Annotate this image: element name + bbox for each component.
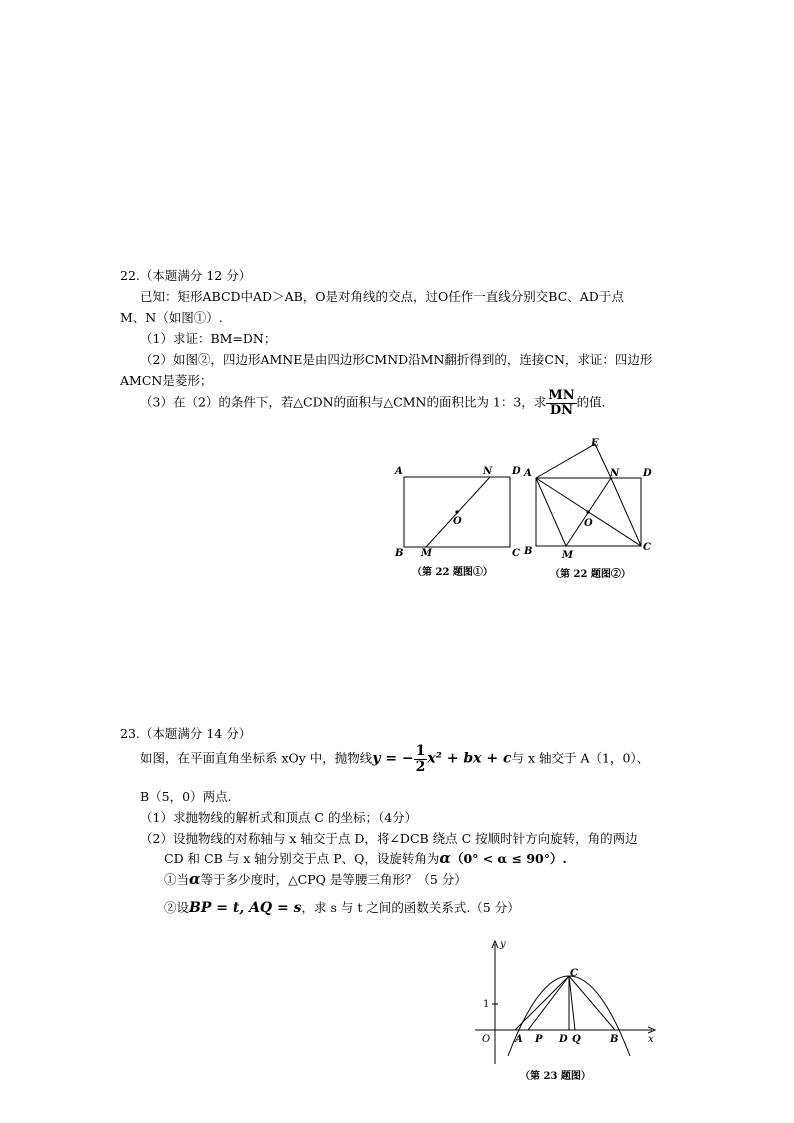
line-cb (569, 976, 615, 1030)
q23-line1-pre: 如图，在平面直角坐标系 xOy 中，抛物线 (140, 750, 373, 766)
line-ca (515, 976, 569, 1030)
q23-part2b (164, 849, 567, 867)
q23-part2a: （2）设抛物线的对称轴与 x 轴交于点 D，将∠DCB 绕点 C 按顺时针方向旋转，角的两边 (140, 831, 638, 846)
q22-line2: M、N（如图①）. (120, 310, 223, 325)
fraction-denominator: DN (549, 402, 574, 418)
q23-header: 23.（本题满分 14 分） (120, 726, 252, 741)
q23-sub1 (164, 870, 467, 888)
label-d: D (643, 468, 652, 479)
label-o: O (584, 518, 593, 529)
y-axis-label: y (500, 939, 506, 950)
x-axis-label: x (648, 1034, 654, 1045)
q23-sub1-post: 等于多少度时，△CPQ 是等腰三角形？（5 分） (200, 872, 467, 887)
line-cp (528, 976, 569, 1030)
label-p: P (535, 1034, 543, 1045)
q23-sub2-post: ，求 s 与 t 之间的函数关系式.（5 分） (301, 900, 520, 915)
q22-header: 22.（本题满分 12 分） (120, 268, 252, 283)
q22-part1: （1）求证：BM=DN； (140, 331, 277, 346)
q22-part3 (140, 389, 606, 417)
line-cq (569, 976, 575, 1030)
q23-figure (470, 936, 670, 1086)
parabola-eq-fraction (414, 744, 428, 774)
label-c: C (512, 548, 520, 559)
q22-figure-2 (520, 436, 660, 586)
q22-part3-post: 的值. (576, 394, 606, 410)
parabola-eq-right: x² + bx + c (427, 750, 512, 767)
label-n: N (483, 466, 493, 477)
q23-line2: B（5，0）两点. (140, 789, 232, 804)
figure-caption: （第 22 题图①） (412, 567, 493, 578)
q23-part1: （1）求抛物线的解析式和顶点 C 的坐标；（4分） (140, 810, 418, 825)
label-c: C (570, 968, 578, 979)
q22-part2a: （2）如图②，四边形AMNE是由四边形CMND沿MN翻折得到的，连接CN，求证：四边形 (140, 352, 653, 367)
label-c: C (643, 542, 651, 553)
q22-figure-1 (390, 458, 525, 583)
label-n: N (610, 468, 620, 479)
q22-part3-pre: （3）在（2）的条件下，若△CDN的面积与△CMN的面积比为 1：3，求 (140, 394, 547, 410)
q23-sub2-pre: ②设 (164, 900, 190, 915)
label-m: M (562, 550, 574, 561)
label-m: M (421, 548, 433, 559)
folded-edges-ae-en (536, 444, 611, 478)
label-b: B (524, 546, 533, 557)
q22-line1: 已知：矩形ABCD中AD＞AB，O是对角线的交点，过O任作一直线分别交BC、AD于点 (140, 289, 624, 304)
origin-label: O (482, 1034, 491, 1045)
label-a: A (395, 466, 403, 477)
sub2-math: BP = t, AQ = s (189, 900, 302, 916)
alpha-symbol: α (189, 870, 201, 888)
fraction-numerator: MN (548, 388, 575, 403)
fraction-denominator: 2 (415, 758, 426, 775)
tick-one-label: 1 (483, 999, 490, 1010)
alpha-range: （0° < α ≤ 90°）. (450, 851, 567, 866)
q23-line1-post: 与 x 轴交于 A（1，0）、 (511, 750, 650, 766)
q23-part2b-pre: CD 和 CB 与 x 轴分别交于点 P、Q，设旋转角为 (164, 851, 440, 866)
point-o (455, 510, 458, 513)
label-o: O (453, 516, 462, 527)
figure-caption: （第 22 题图②） (550, 569, 631, 580)
q23-sub1-pre: ①当 (164, 872, 190, 887)
q23-sub2 (164, 898, 520, 916)
label-e: E (591, 438, 599, 449)
label-b: B (395, 548, 404, 559)
fraction-numerator: 1 (415, 743, 426, 759)
q22-part3-fraction (546, 389, 576, 417)
alpha-symbol: α (439, 849, 451, 867)
label-q: Q (572, 1034, 581, 1045)
parabola-eq-left: y = − (372, 750, 414, 767)
label-d: D (559, 1034, 568, 1045)
label-a: A (515, 1034, 523, 1045)
figure-caption: （第 23 题图） (520, 1071, 591, 1082)
point-o (586, 510, 589, 513)
label-b: B (610, 1034, 619, 1045)
q22-part2b: AMCN是菱形； (120, 373, 213, 388)
q23-line1 (140, 744, 649, 774)
label-d: D (512, 466, 521, 477)
label-a: A (524, 468, 532, 479)
